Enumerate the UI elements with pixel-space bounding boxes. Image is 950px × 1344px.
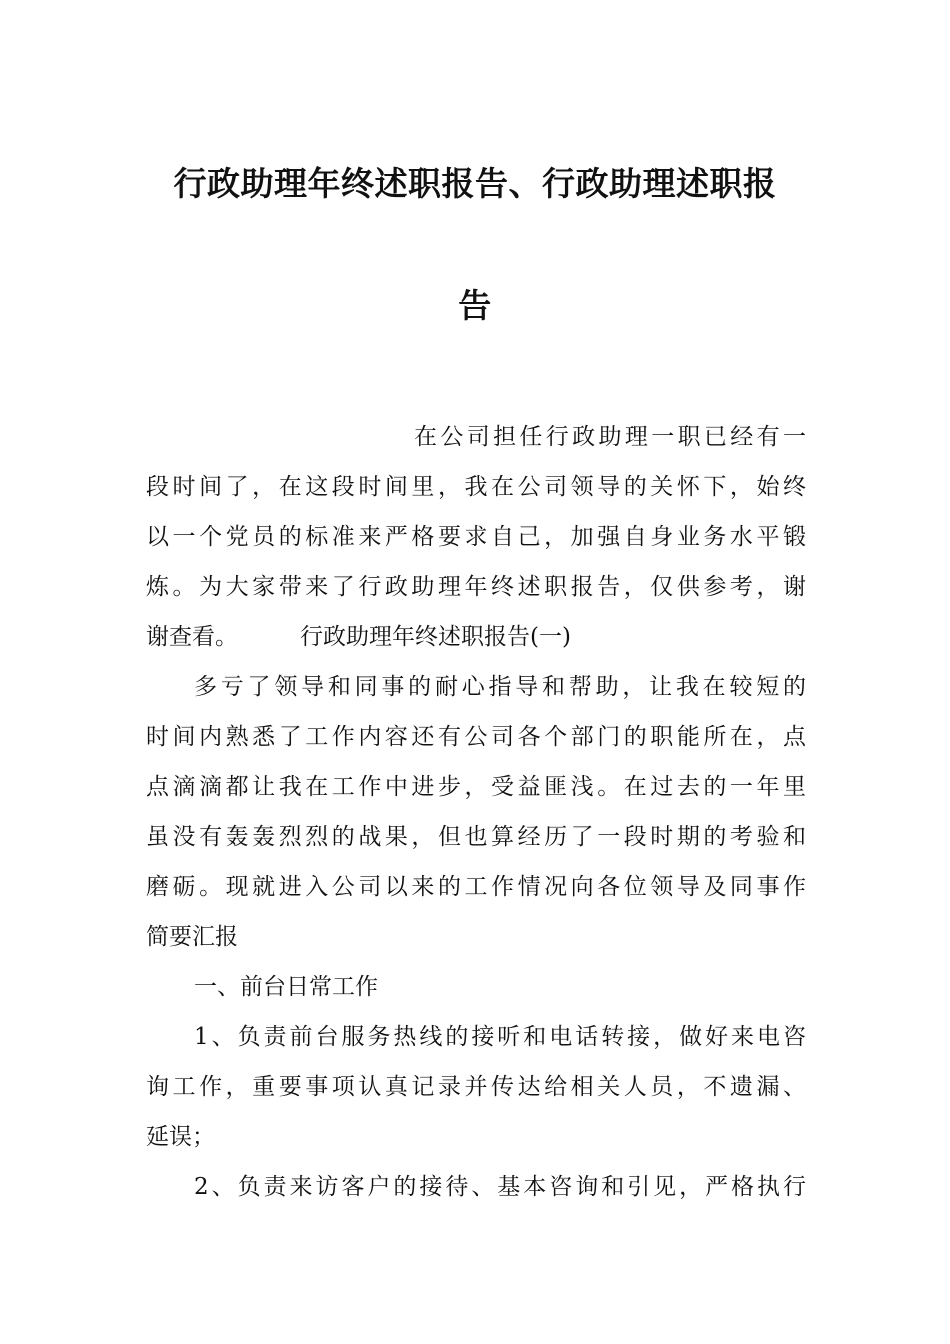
list-item-line: 延误； <box>146 1124 215 1150</box>
paragraph-line: 虽没有轰轰烈烈的战果，但也算经历了一段时期的考验和 <box>146 824 806 850</box>
intro-line: 炼。为大家带来了行政助理年终述职报告，仅供参考，谢 <box>146 574 806 600</box>
section-heading: 一、前台日常工作 <box>194 974 378 1000</box>
document-title-line-2: 告 <box>458 286 492 325</box>
intro-line: 段时间了，在这段时间里，我在公司领导的关怀下，始终 <box>146 474 806 500</box>
intro-line: 在公司担任行政助理一职已经有一 <box>414 424 806 450</box>
document-title-line-1: 行政助理年终述职报告、行政助理述职报 <box>173 164 777 203</box>
document-body <box>146 412 806 1212</box>
intro-line <box>146 612 806 662</box>
list-item-line: 2、负责来访客户的接待、基本咨询和引见，严格执行 <box>194 1174 806 1200</box>
report-heading-1: 行政助理年终述职报告(一) <box>300 624 571 650</box>
list-item-line: 1、负责前台服务热线的接听和电话转接，做好来电咨 <box>194 1024 806 1050</box>
paragraph-line: 点滴滴都让我在工作中进步，受益匪浅。在过去的一年里 <box>146 774 806 800</box>
paragraph-line: 简要汇报 <box>146 924 238 950</box>
intro-line: 以一个党员的标准来严格要求自己，加强自身业务水平锻 <box>146 524 806 550</box>
paragraph-line: 多亏了领导和同事的耐心指导和帮助，让我在较短的 <box>194 674 806 700</box>
intro-ending: 谢查看。 <box>146 624 238 650</box>
list-item-line: 询工作，重要事项认真记录并传达给相关人员，不遗漏、 <box>146 1074 806 1100</box>
paragraph-line: 磨砺。现就进入公司以来的工作情况向各位领导及同事作 <box>146 874 806 900</box>
paragraph-line: 时间内熟悉了工作内容还有公司各个部门的职能所在，点 <box>146 724 806 750</box>
